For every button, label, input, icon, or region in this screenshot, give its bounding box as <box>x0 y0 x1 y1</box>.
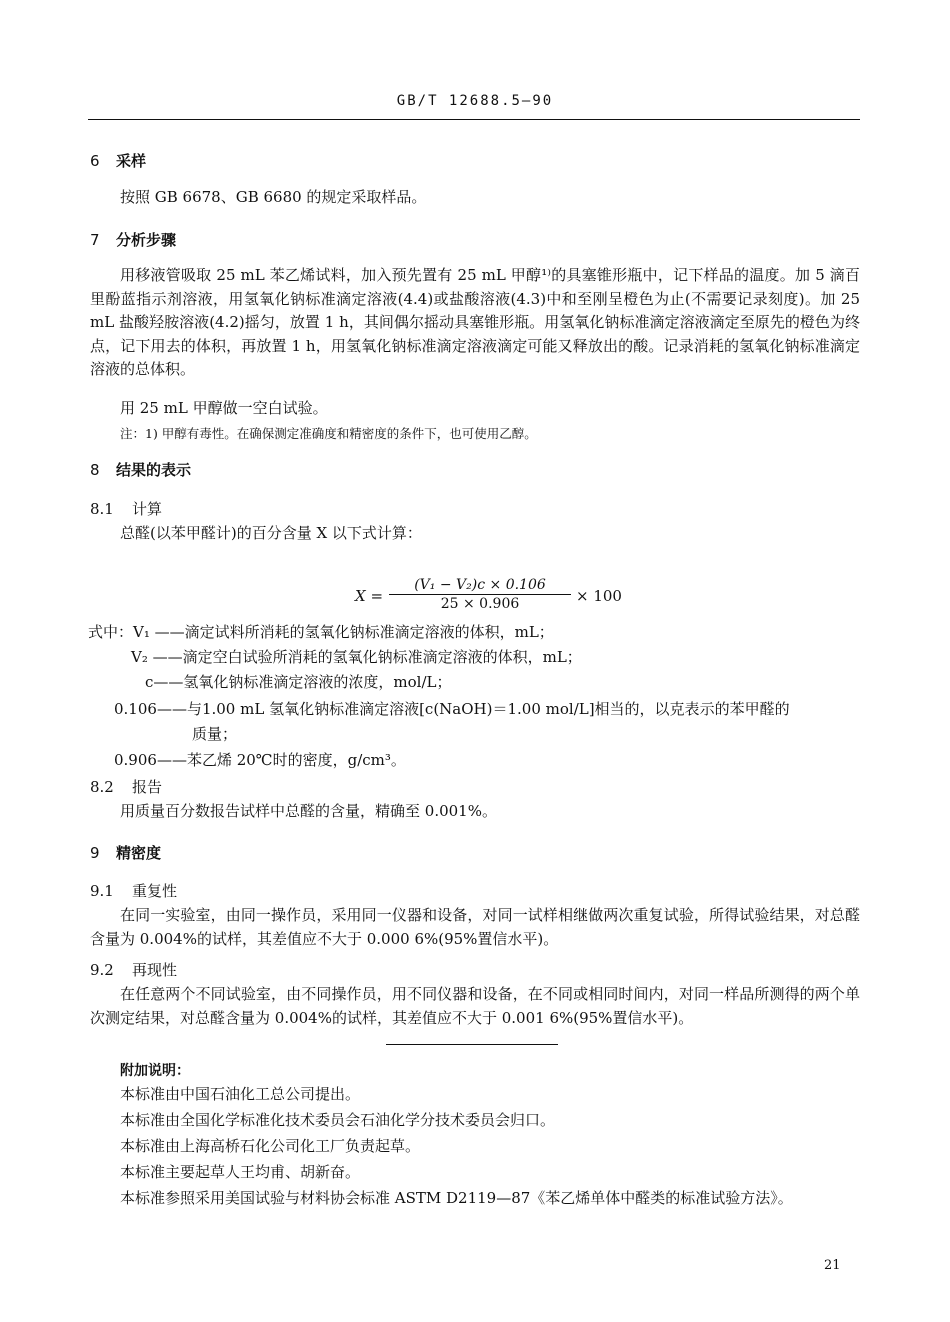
definition-c <box>145 671 451 692</box>
formula-numerator: (V₁ − V₂)c × 0.106 <box>389 577 571 595</box>
subsection-title: 报告 <box>132 778 163 796</box>
definition-symbol: 0.906—— <box>114 751 187 769</box>
definition-symbol: V₂ —— <box>131 648 183 666</box>
section-9-heading <box>90 842 161 863</box>
definition-0-906 <box>114 749 406 770</box>
additional-note-3: 本标准由上海高桥石化公司化工厂负责起草。 <box>120 1137 421 1155</box>
formula-lhs: X = <box>355 587 384 605</box>
definition-symbol: 0.106—— <box>114 700 187 718</box>
section-number: 6 <box>90 152 100 170</box>
section-title: 采样 <box>116 152 147 170</box>
subsection-8-1-body: 总醛(以苯甲醛计)的百分含量 X 以下式计算： <box>120 524 422 542</box>
subsection-title: 再现性 <box>132 961 178 979</box>
subsection-title: 重复性 <box>132 882 178 900</box>
header-rule <box>88 119 860 120</box>
subsection-number: 8.2 <box>90 778 114 796</box>
formula-fraction <box>389 577 571 612</box>
definition-text: 苯乙烯 20℃时的密度，g/cm³。 <box>186 751 406 769</box>
subsection-9-1-heading <box>90 880 177 901</box>
definition-0-106 <box>114 698 790 719</box>
section-number: 9 <box>90 844 100 862</box>
section-7-body: 用移液管吸取 25 mL 苯乙烯试料，加入预先置有 25 mL 甲醇¹⁾的具塞锥形瓶中，记下样品的温度。加 5 滴百里酚蓝指示剂溶液，用氢氧化钠标准滴定溶液(4.4)或盐酸溶液(4.3)中和至刚呈橙色为止(不需要记录刻度)。加 25 mL 盐酸羟胺溶液(4.2)摇匀，放置 1 h，其间偶尔摇动具塞锥形瓶。用氢氧化钠标准滴定溶液滴定至原先的橙色为终点，记下用去的体积，再放置 1 h，用氢氧化钠标准滴定溶液滴定可能又释放出的酸。记录消耗的氢氧化钠标准滴定溶液的总体积。 <box>90 266 860 378</box>
definition-v1 <box>88 621 554 642</box>
section-number: 7 <box>90 231 100 249</box>
section-7-note: 注：1) 甲醇有毒性。在确保测定准确度和精密度的条件下，也可使用乙醇。 <box>120 426 537 441</box>
definition-text: 滴定试料所消耗的氢氧化钠标准滴定溶液的体积，mL； <box>184 623 554 641</box>
section-7-blank-test: 用 25 mL 甲醇做一空白试验。 <box>120 399 328 417</box>
definition-0-106-cont <box>192 723 237 744</box>
subsection-9-1-body: 在同一实验室，由同一操作员，采用同一仪器和设备，对同一试样相继做两次重复试验，所得试验结果，对总醛含量为 0.004%的试样，其差值应不大于 0.000 6%(95%置信水平)。 <box>90 906 860 948</box>
subsection-title: 计算 <box>132 500 163 518</box>
section-title: 精密度 <box>116 844 162 862</box>
subsection-9-2-body: 在任意两个不同试验室，由不同操作员，用不同仪器和设备，在不同或相同时间内，对同一样品所测得的两个单次测定结果，对总醛含量为 0.004%的试样，其差值应不大于 0.001 6%(95%置信水平)。 <box>90 985 860 1027</box>
definition-text: 氢氧化钠标准滴定溶液的浓度，mol/L； <box>183 673 452 691</box>
section-6-heading <box>90 150 146 171</box>
definition-symbol: c—— <box>145 673 184 691</box>
subsection-number: 9.1 <box>90 882 114 900</box>
subsection-8-1-heading <box>90 498 162 519</box>
additional-note-5: 本标准参照采用美国试验与材料协会标准 ASTM D2119—87《苯乙烯单体中醛类的标准试验方法》。 <box>120 1189 793 1207</box>
additional-note-1: 本标准由中国石油化工总公司提出。 <box>120 1085 361 1103</box>
section-6-body: 按照 GB 6678、GB 6680 的规定采取样品。 <box>120 188 427 206</box>
additional-note-2: 本标准由全国化学标准化技术委员会石油化学分技术委员会归口。 <box>120 1111 556 1129</box>
definition-v2 <box>131 646 582 667</box>
formula-rhs: × 100 <box>576 587 622 605</box>
formula-denominator: 25 × 0.906 <box>440 596 520 612</box>
section-title: 结果的表示 <box>116 461 192 479</box>
definition-text: 滴定空白试验所消耗的氢氧化钠标准滴定溶液的体积，mL； <box>182 648 582 666</box>
section-number: 8 <box>90 461 100 479</box>
section-title: 分析步骤 <box>116 231 177 249</box>
definition-text: 与1.00 mL 氢氧化钠标准滴定溶液[c(NaOH)＝1.00 mol/L]相当的，以克表示的苯甲醛的 <box>186 700 790 718</box>
calculation-formula <box>355 577 635 617</box>
subsection-number: 8.1 <box>90 500 114 518</box>
section-7-heading <box>90 229 176 250</box>
definition-text: 质量； <box>192 725 238 743</box>
definition-symbol: 式中：V₁ —— <box>88 623 185 641</box>
subsection-8-2-heading <box>90 776 162 797</box>
section-8-heading <box>90 459 191 480</box>
subsection-9-2-heading <box>90 959 177 980</box>
standard-header: GB/T 12688.5—90 <box>396 93 554 109</box>
page-number: 21 <box>824 1258 841 1273</box>
additional-notes-rule <box>386 1044 558 1045</box>
subsection-number: 9.2 <box>90 961 114 979</box>
subsection-8-2-body: 用质量百分数报告试样中总醛的含量，精确至 0.001%。 <box>120 802 497 820</box>
additional-note-4: 本标准主要起草人王均甫、胡新奋。 <box>120 1163 361 1181</box>
additional-notes-title: 附加说明： <box>120 1063 190 1079</box>
